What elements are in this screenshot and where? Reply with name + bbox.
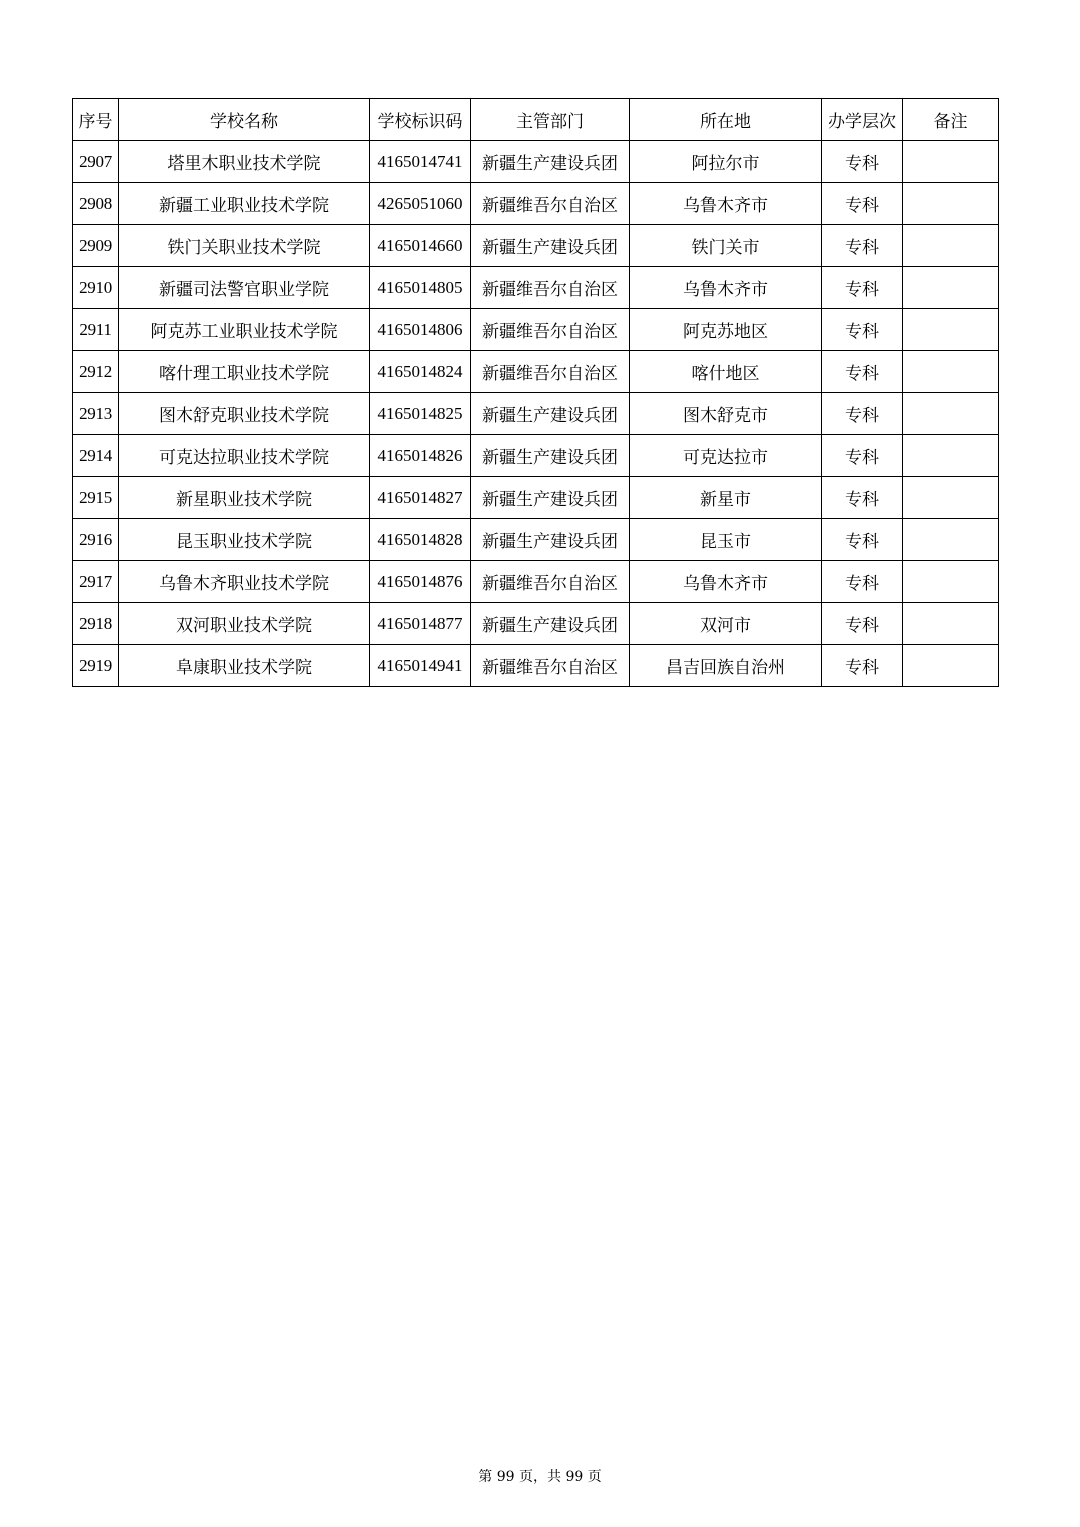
cell-education-level: 专科	[822, 267, 903, 309]
cell-location: 铁门关市	[630, 225, 822, 267]
cell-remarks	[903, 477, 999, 519]
cell-school-code: 4165014877	[370, 603, 471, 645]
cell-remarks	[903, 267, 999, 309]
cell-department: 新疆维吾尔自治区	[471, 351, 630, 393]
cell-education-level: 专科	[822, 561, 903, 603]
cell-serial-number: 2914	[73, 435, 119, 477]
header-department: 主管部门	[471, 99, 630, 141]
cell-education-level: 专科	[822, 477, 903, 519]
cell-school-code: 4165014741	[370, 141, 471, 183]
cell-education-level: 专科	[822, 519, 903, 561]
cell-serial-number: 2910	[73, 267, 119, 309]
table-row	[73, 561, 999, 603]
cell-location: 双河市	[630, 603, 822, 645]
cell-serial-number: 2907	[73, 141, 119, 183]
cell-remarks	[903, 435, 999, 477]
cell-serial-number: 2912	[73, 351, 119, 393]
cell-education-level: 专科	[822, 141, 903, 183]
cell-school-code: 4165014825	[370, 393, 471, 435]
cell-location: 乌鲁木齐市	[630, 183, 822, 225]
cell-school-name: 阜康职业技术学院	[119, 645, 370, 687]
cell-department: 新疆维吾尔自治区	[471, 309, 630, 351]
cell-remarks	[903, 351, 999, 393]
cell-school-code: 4165014826	[370, 435, 471, 477]
cell-school-code: 4165014805	[370, 267, 471, 309]
header-remarks: 备注	[903, 99, 999, 141]
cell-remarks	[903, 141, 999, 183]
cell-school-code: 4165014876	[370, 561, 471, 603]
cell-remarks	[903, 225, 999, 267]
cell-education-level: 专科	[822, 393, 903, 435]
table-row	[73, 645, 999, 687]
cell-serial-number: 2911	[73, 309, 119, 351]
cell-department: 新疆生产建设兵团	[471, 435, 630, 477]
cell-school-code: 4165014828	[370, 519, 471, 561]
cell-department: 新疆生产建设兵团	[471, 225, 630, 267]
cell-serial-number: 2915	[73, 477, 119, 519]
cell-location: 乌鲁木齐市	[630, 561, 822, 603]
cell-school-code: 4165014824	[370, 351, 471, 393]
cell-remarks	[903, 561, 999, 603]
table-row	[73, 351, 999, 393]
cell-serial-number: 2919	[73, 645, 119, 687]
cell-school-name: 图木舒克职业技术学院	[119, 393, 370, 435]
cell-remarks	[903, 183, 999, 225]
header-serial-number: 序号	[73, 99, 119, 141]
cell-school-name: 双河职业技术学院	[119, 603, 370, 645]
cell-school-name: 阿克苏工业职业技术学院	[119, 309, 370, 351]
cell-school-name: 新星职业技术学院	[119, 477, 370, 519]
cell-serial-number: 2909	[73, 225, 119, 267]
cell-serial-number: 2917	[73, 561, 119, 603]
table-row	[73, 183, 999, 225]
cell-department: 新疆维吾尔自治区	[471, 267, 630, 309]
cell-department: 新疆维吾尔自治区	[471, 645, 630, 687]
cell-department: 新疆生产建设兵团	[471, 603, 630, 645]
cell-remarks	[903, 519, 999, 561]
header-school-name: 学校名称	[119, 99, 370, 141]
table-row	[73, 519, 999, 561]
cell-school-name: 乌鲁木齐职业技术学院	[119, 561, 370, 603]
cell-location: 昌吉回族自治州	[630, 645, 822, 687]
table-row	[73, 393, 999, 435]
cell-education-level: 专科	[822, 309, 903, 351]
cell-school-code: 4265051060	[370, 183, 471, 225]
cell-school-name: 新疆司法警官职业学院	[119, 267, 370, 309]
cell-department: 新疆维吾尔自治区	[471, 561, 630, 603]
cell-school-name: 喀什理工职业技术学院	[119, 351, 370, 393]
cell-education-level: 专科	[822, 435, 903, 477]
cell-school-code: 4165014941	[370, 645, 471, 687]
table-header	[73, 99, 999, 141]
cell-location: 阿拉尔市	[630, 141, 822, 183]
table-row	[73, 267, 999, 309]
cell-school-name: 昆玉职业技术学院	[119, 519, 370, 561]
cell-department: 新疆生产建设兵团	[471, 141, 630, 183]
header-location: 所在地	[630, 99, 822, 141]
cell-department: 新疆维吾尔自治区	[471, 183, 630, 225]
cell-department: 新疆生产建设兵团	[471, 477, 630, 519]
header-education-level: 办学层次	[822, 99, 903, 141]
cell-serial-number: 2913	[73, 393, 119, 435]
cell-location: 阿克苏地区	[630, 309, 822, 351]
cell-department: 新疆生产建设兵团	[471, 519, 630, 561]
cell-education-level: 专科	[822, 225, 903, 267]
cell-school-name: 新疆工业职业技术学院	[119, 183, 370, 225]
cell-education-level: 专科	[822, 603, 903, 645]
cell-location: 乌鲁木齐市	[630, 267, 822, 309]
cell-location: 昆玉市	[630, 519, 822, 561]
cell-department: 新疆生产建设兵团	[471, 393, 630, 435]
header-row	[73, 99, 999, 141]
cell-school-name: 可克达拉职业技术学院	[119, 435, 370, 477]
cell-location: 可克达拉市	[630, 435, 822, 477]
cell-location: 喀什地区	[630, 351, 822, 393]
cell-school-name: 铁门关职业技术学院	[119, 225, 370, 267]
cell-school-code: 4165014827	[370, 477, 471, 519]
cell-education-level: 专科	[822, 183, 903, 225]
table-row	[73, 225, 999, 267]
school-list-table	[72, 98, 999, 687]
page-footer: 第 99 页，共 99 页	[478, 1469, 602, 1485]
cell-school-name: 塔里木职业技术学院	[119, 141, 370, 183]
cell-school-code: 4165014660	[370, 225, 471, 267]
cell-remarks	[903, 645, 999, 687]
cell-serial-number: 2908	[73, 183, 119, 225]
table-body	[73, 141, 999, 687]
table-row	[73, 603, 999, 645]
cell-remarks	[903, 393, 999, 435]
header-school-code: 学校标识码	[370, 99, 471, 141]
table-row	[73, 141, 999, 183]
cell-school-code: 4165014806	[370, 309, 471, 351]
cell-serial-number: 2918	[73, 603, 119, 645]
cell-location: 图木舒克市	[630, 393, 822, 435]
table-row	[73, 477, 999, 519]
cell-remarks	[903, 309, 999, 351]
table-row	[73, 435, 999, 477]
cell-education-level: 专科	[822, 645, 903, 687]
cell-serial-number: 2916	[73, 519, 119, 561]
cell-remarks	[903, 603, 999, 645]
cell-education-level: 专科	[822, 351, 903, 393]
cell-location: 新星市	[630, 477, 822, 519]
table-row	[73, 309, 999, 351]
